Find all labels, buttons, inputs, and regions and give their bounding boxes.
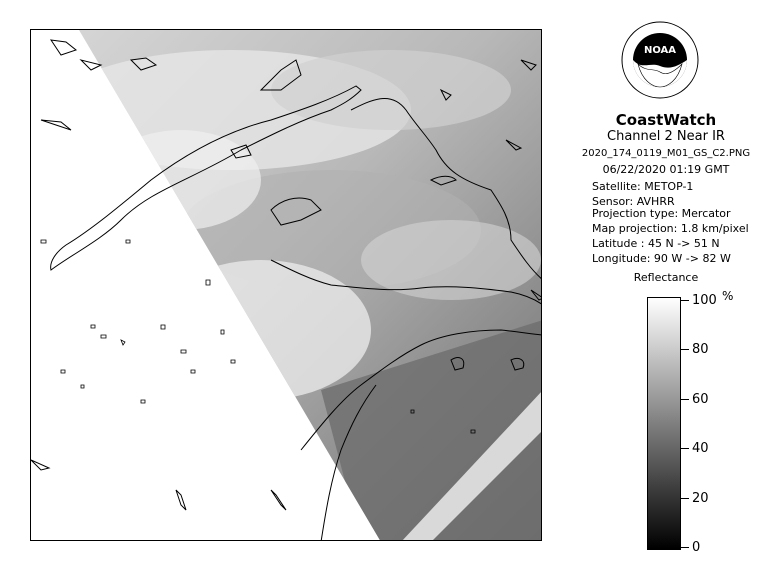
colorbar-tick — [681, 300, 689, 301]
colorbar-tick-label: 20 — [692, 490, 709, 506]
colorbar-tick-label: 100 — [692, 293, 717, 308]
colorbar-tick-label: 40 — [692, 441, 709, 457]
map-projection-label: Map projection: 1.8 km/pixel — [592, 222, 749, 235]
colorbar-tick — [681, 498, 689, 499]
colorbar-tick-label: 0 — [692, 540, 701, 555]
colorbar-tick — [681, 547, 689, 548]
projection-type-label: Projection type: Mercator — [592, 207, 731, 220]
satellite-swath — [31, 30, 542, 541]
channel-subtitle: Channel 2 Near IR — [607, 129, 725, 144]
colorbar-tick — [681, 448, 689, 449]
colorbar-unit: % — [722, 289, 734, 303]
colorbar-tick-label: 80 — [692, 342, 709, 358]
latitude-label: Latitude : 45 N -> 51 N — [592, 237, 720, 250]
satellite-label: Satellite: METOP-1 — [592, 180, 694, 193]
date-time: 06/22/2020 01:19 GMT — [602, 163, 730, 176]
colorbar-tick-label: 60 — [692, 391, 709, 407]
colorbar-tick — [681, 399, 689, 400]
page-title: CoastWatch — [615, 111, 717, 129]
satellite-map — [30, 29, 542, 541]
colorbar — [647, 297, 681, 550]
colorbar-title: Reflectance — [633, 271, 699, 284]
sensor-label: Sensor: AVHRR — [592, 195, 675, 208]
file-name: 2020_174_0119_M01_GS_C2.PNG — [581, 148, 751, 159]
colorbar-tick — [681, 349, 689, 350]
noaa-logo — [620, 20, 700, 100]
logo-text: NOAA — [643, 45, 677, 56]
longitude-label: Longitude: 90 W -> 82 W — [592, 252, 731, 265]
